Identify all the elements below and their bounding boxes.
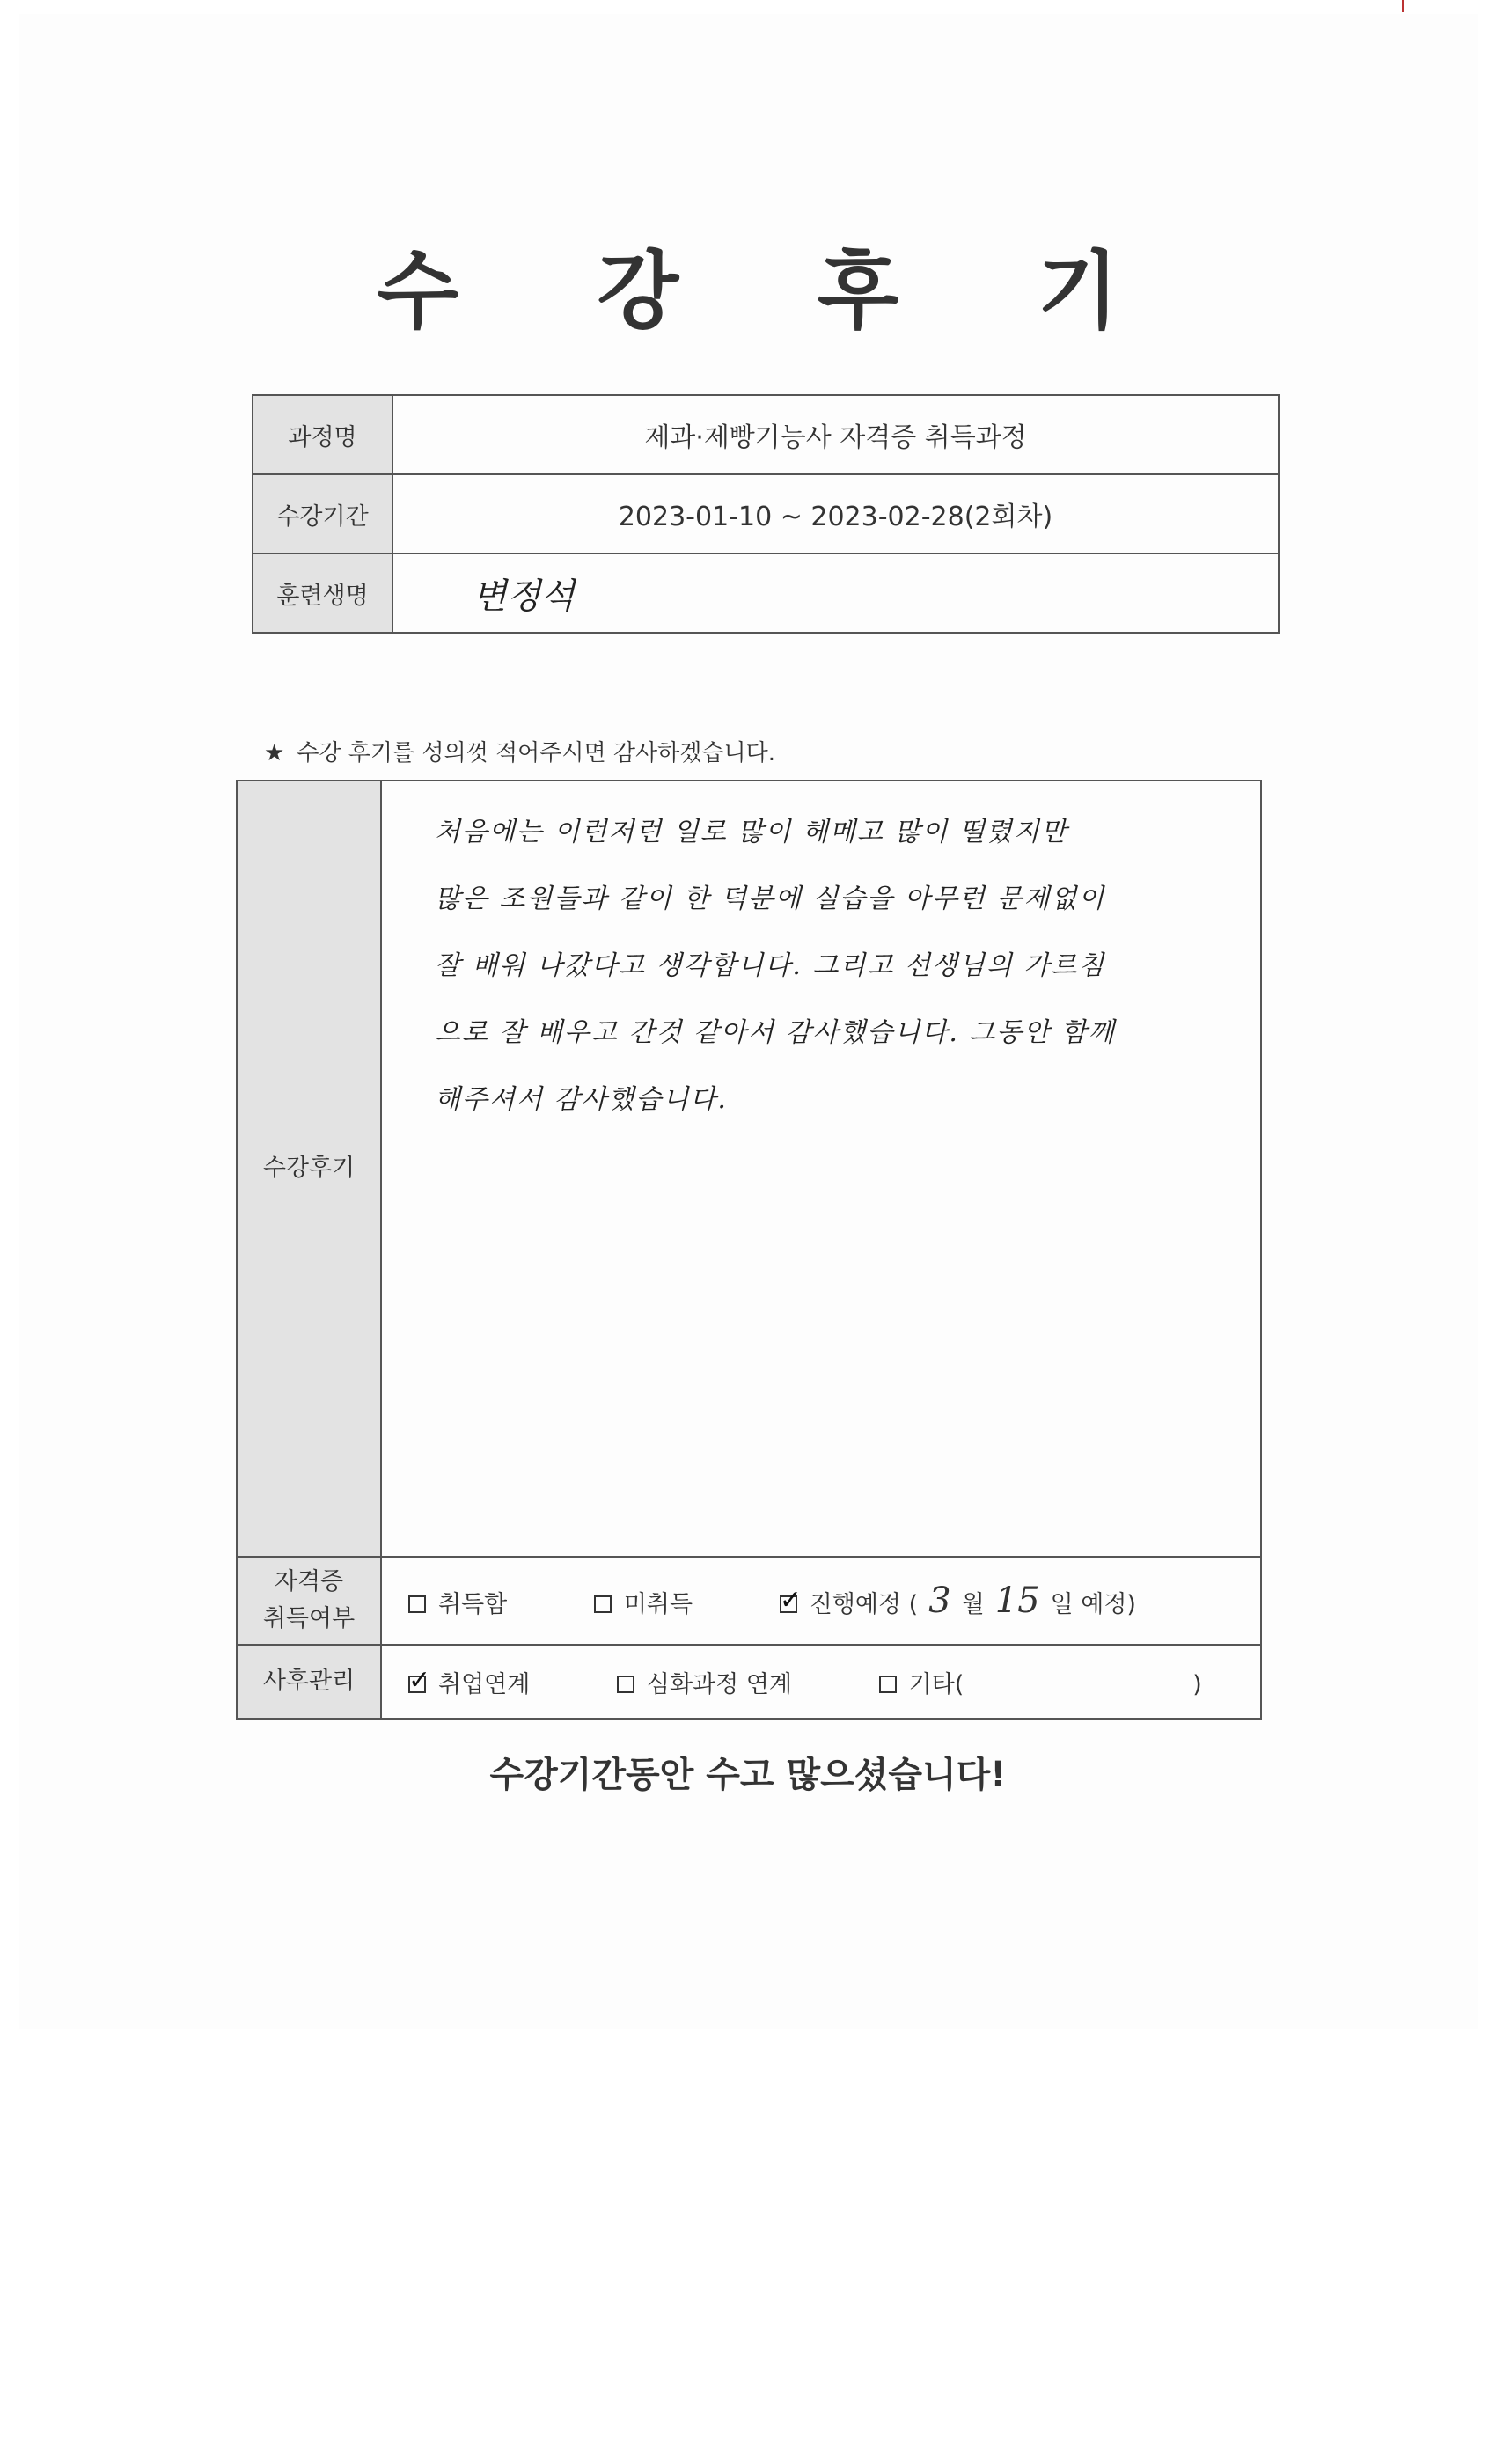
period-value: 2023-01-10 ~ 2023-02-28(2회차)	[392, 474, 1279, 554]
review-table	[236, 780, 1262, 1720]
checkbox-icon[interactable]	[879, 1676, 897, 1693]
review-line: 해주셔서 감사했습니다.	[435, 1084, 728, 1115]
review-label: 수강후기	[237, 781, 381, 1557]
checked-checkbox-icon[interactable]	[408, 1676, 426, 1693]
day-unit: 일 예정)	[1050, 1591, 1136, 1618]
option-label: 진행예정 (	[809, 1591, 919, 1618]
instruction-note	[264, 735, 775, 767]
review-line: 잘 배워 나갔다고 생각합니다. 그리고 선생님의 가르침	[435, 950, 1106, 981]
cert-option-acquired[interactable]	[408, 1585, 507, 1619]
period-label: 수강기간	[253, 474, 392, 554]
checkbox-icon[interactable]	[594, 1595, 612, 1613]
checkbox-icon[interactable]	[617, 1676, 634, 1693]
cert-options	[381, 1557, 1261, 1645]
option-label: 취업연계	[438, 1670, 531, 1698]
cert-label-line2: 취득여부	[262, 1605, 356, 1632]
checked-checkbox-icon[interactable]	[780, 1595, 797, 1613]
month-unit: 월	[961, 1591, 985, 1618]
aftercare-label: 사후관리	[237, 1645, 381, 1719]
option-label: 기타(	[908, 1670, 964, 1698]
scan-mark	[1402, 0, 1404, 12]
course-name-label: 과정명	[253, 395, 392, 474]
course-info-table	[252, 394, 1280, 634]
cert-label-line1: 자격증	[274, 1568, 344, 1595]
page-title: 수 강 후 기	[377, 241, 1174, 341]
cert-option-planned[interactable]	[780, 1580, 1136, 1621]
aftercare-option-job[interactable]	[408, 1665, 530, 1699]
instruction-text: 수강 후기를 성의껏 적어주시면 감사하겠습니다.	[297, 740, 775, 766]
option-label: 취득함	[438, 1591, 508, 1618]
aftercare-option-advanced[interactable]	[617, 1665, 792, 1699]
trainee-label: 훈련생명	[253, 554, 392, 633]
closing-message: 수강기간동안 수고 많으셨습니다!	[489, 1755, 1007, 1795]
star-icon: ★	[264, 740, 285, 766]
planned-day: 15	[994, 1580, 1040, 1621]
review-line: 많은 조원들과 같이 한 덕분에 실습을 아무런 문제없이	[435, 884, 1106, 914]
cert-option-not-acquired[interactable]	[594, 1585, 693, 1619]
aftercare-options	[381, 1645, 1261, 1719]
course-name-value: 제과·제빵기능사 자격증 취득과정	[392, 395, 1279, 474]
option-label: 심화과정 연계	[646, 1670, 792, 1698]
review-body	[381, 781, 1261, 1557]
review-line: 처음에는 이런저런 일로 많이 헤메고 많이 떨렸지만	[435, 817, 1068, 847]
checkbox-icon[interactable]	[408, 1595, 426, 1613]
option-label: 미취득	[623, 1591, 693, 1618]
review-line: 으로 잘 배우고 간것 같아서 감사했습니다. 그동안 함께	[435, 1017, 1116, 1048]
other-close: )	[1192, 1670, 1202, 1698]
trainee-signature: 변정석	[392, 554, 1279, 633]
planned-month: 3	[928, 1580, 951, 1621]
cert-label	[237, 1557, 381, 1645]
aftercare-option-other[interactable]	[879, 1665, 1202, 1699]
